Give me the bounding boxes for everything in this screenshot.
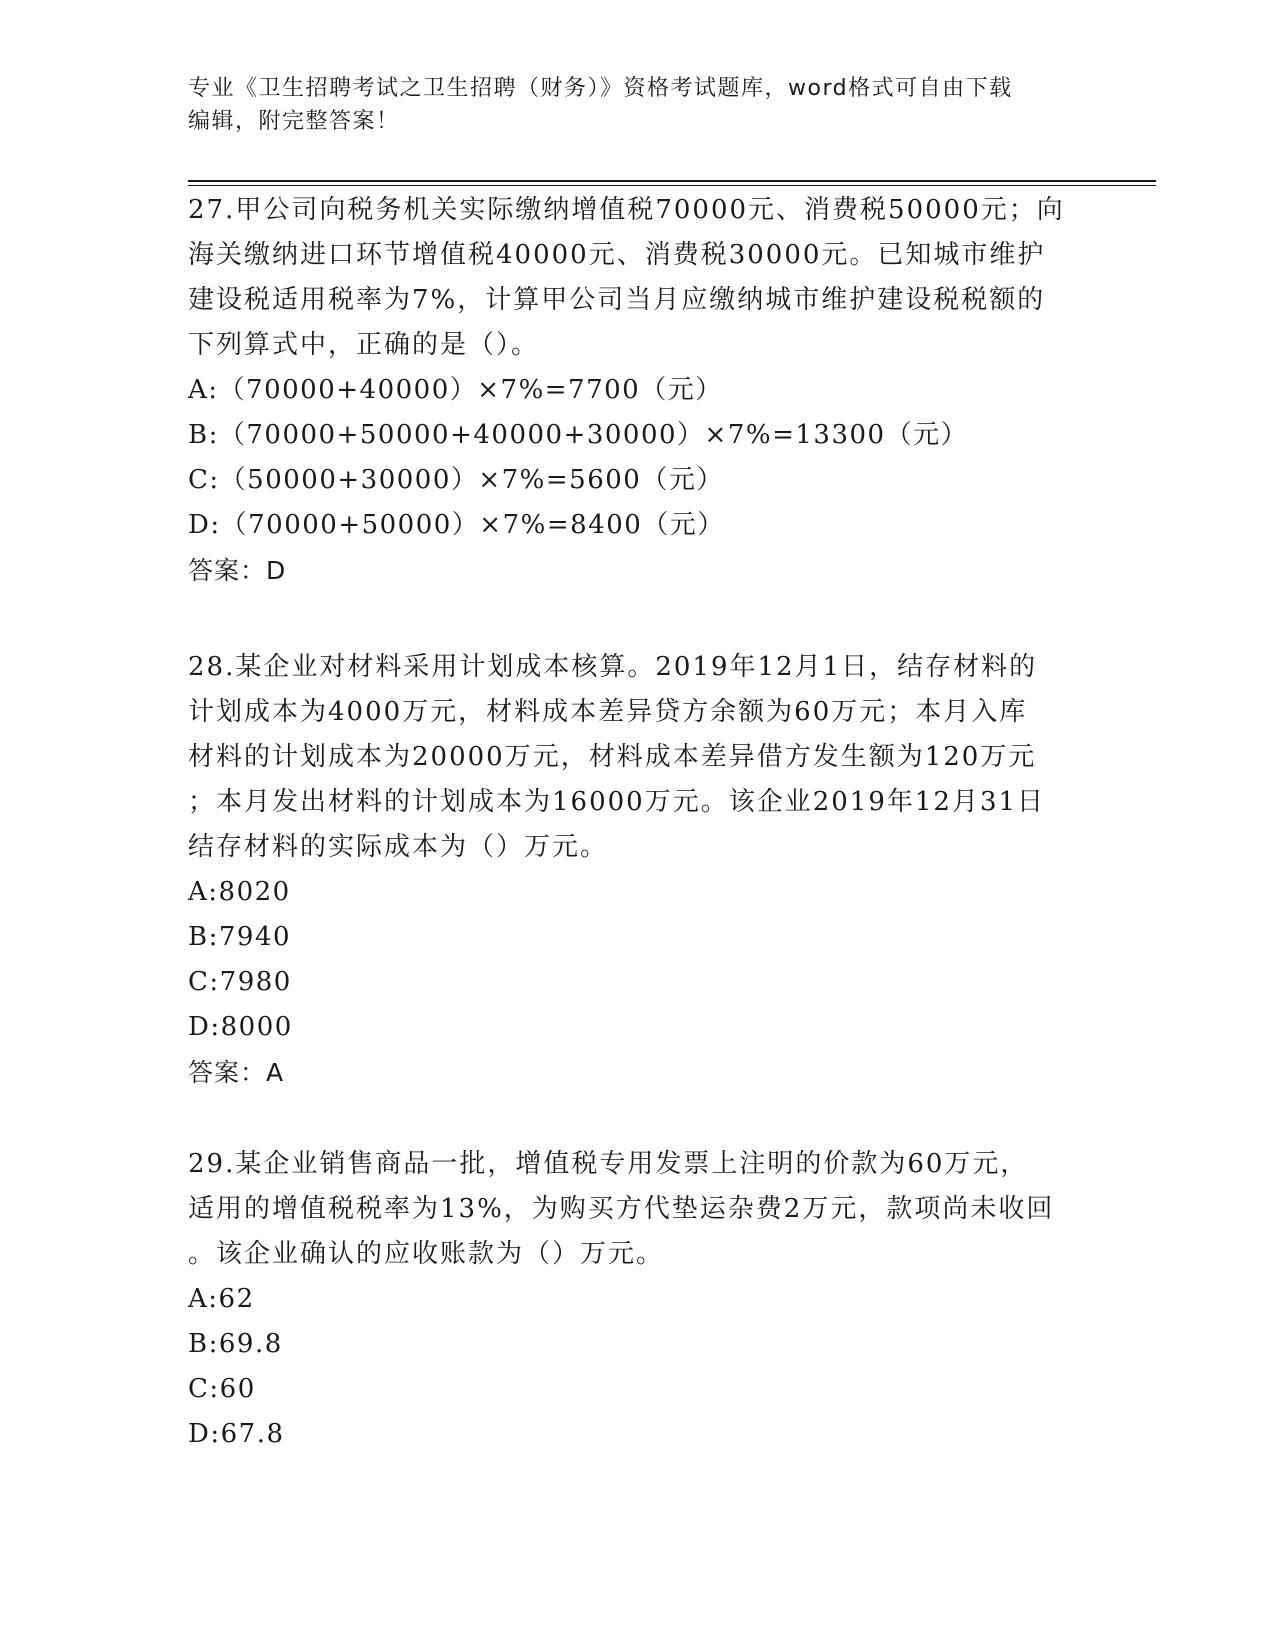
header-line-1: 专业《卫生招聘考试之卫生招聘（财务）》资格考试题库，word格式可自由下载 xyxy=(188,76,1013,101)
question-stem-line: 28.某企业对材料采用计划成本核算。2019年12月1日，结存材料的 xyxy=(188,652,1038,682)
option-b: B:69.8 xyxy=(188,1329,283,1359)
question-stem-line: ；本月发出材料的计划成本为16000万元。该企业2019年12月31日 xyxy=(188,787,1046,817)
option-d: D:67.8 xyxy=(188,1419,285,1449)
option-b: B:7940 xyxy=(188,922,292,952)
question-stem-line: 材料的计划成本为20000万元，材料成本差异借方发生额为120万元 xyxy=(188,742,1037,772)
option-c: C:60 xyxy=(188,1374,256,1404)
question-stem-line: 海关缴纳进口环节增值税40000元、消费税30000元。已知城市维护 xyxy=(188,240,1046,270)
answer-label: 答案：A xyxy=(188,1058,285,1087)
question-stem-line: 。该企业确认的应收账款为（）万元。 xyxy=(188,1239,665,1269)
question-stem-line: 计划成本为4000万元，材料成本差异贷方余额为60万元；本月入库 xyxy=(188,697,1028,727)
question-stem-line: 下列算式中，正确的是（）。 xyxy=(188,330,540,360)
question-stem-line: 结存材料的实际成本为（）万元。 xyxy=(188,832,609,862)
option-a: A:（70000+40000）×7%=7700（元） xyxy=(188,375,723,405)
option-a: A:62 xyxy=(188,1284,255,1314)
option-c: C:7980 xyxy=(188,967,292,997)
question-stem-line: 29.某企业销售商品一批，增值税专用发票上注明的价款为60万元， xyxy=(188,1149,1029,1179)
question-stem-line: 27.甲公司向税务机关实际缴纳增值税70000元、消费税50000元；向 xyxy=(188,195,1065,225)
question-28 xyxy=(188,645,1088,1095)
option-c: C:（50000+30000）×7%=5600（元） xyxy=(188,465,724,495)
option-a: A:8020 xyxy=(188,877,291,907)
question-stem-line: 适用的增值税税率为13%，为购买方代垫运杂费2万元，款项尚未收回 xyxy=(188,1194,1055,1224)
option-d: D:（70000+50000）×7%=8400（元） xyxy=(188,510,725,540)
option-d: D:8000 xyxy=(188,1012,293,1042)
question-29 xyxy=(188,1142,1088,1457)
option-b: B:（70000+50000+40000+30000）×7%=13300（元） xyxy=(188,420,969,450)
question-27 xyxy=(188,188,1088,593)
document-header xyxy=(188,72,1088,138)
header-line-2: 编辑，附完整答案！ xyxy=(188,109,400,134)
question-stem-line: 建设税适用税率为7%，计算甲公司当月应缴纳城市维护建设税税额的 xyxy=(188,285,1046,315)
answer-label: 答案：D xyxy=(188,556,287,585)
header-divider-thick xyxy=(188,180,1156,182)
header-divider-thin xyxy=(188,185,1156,186)
